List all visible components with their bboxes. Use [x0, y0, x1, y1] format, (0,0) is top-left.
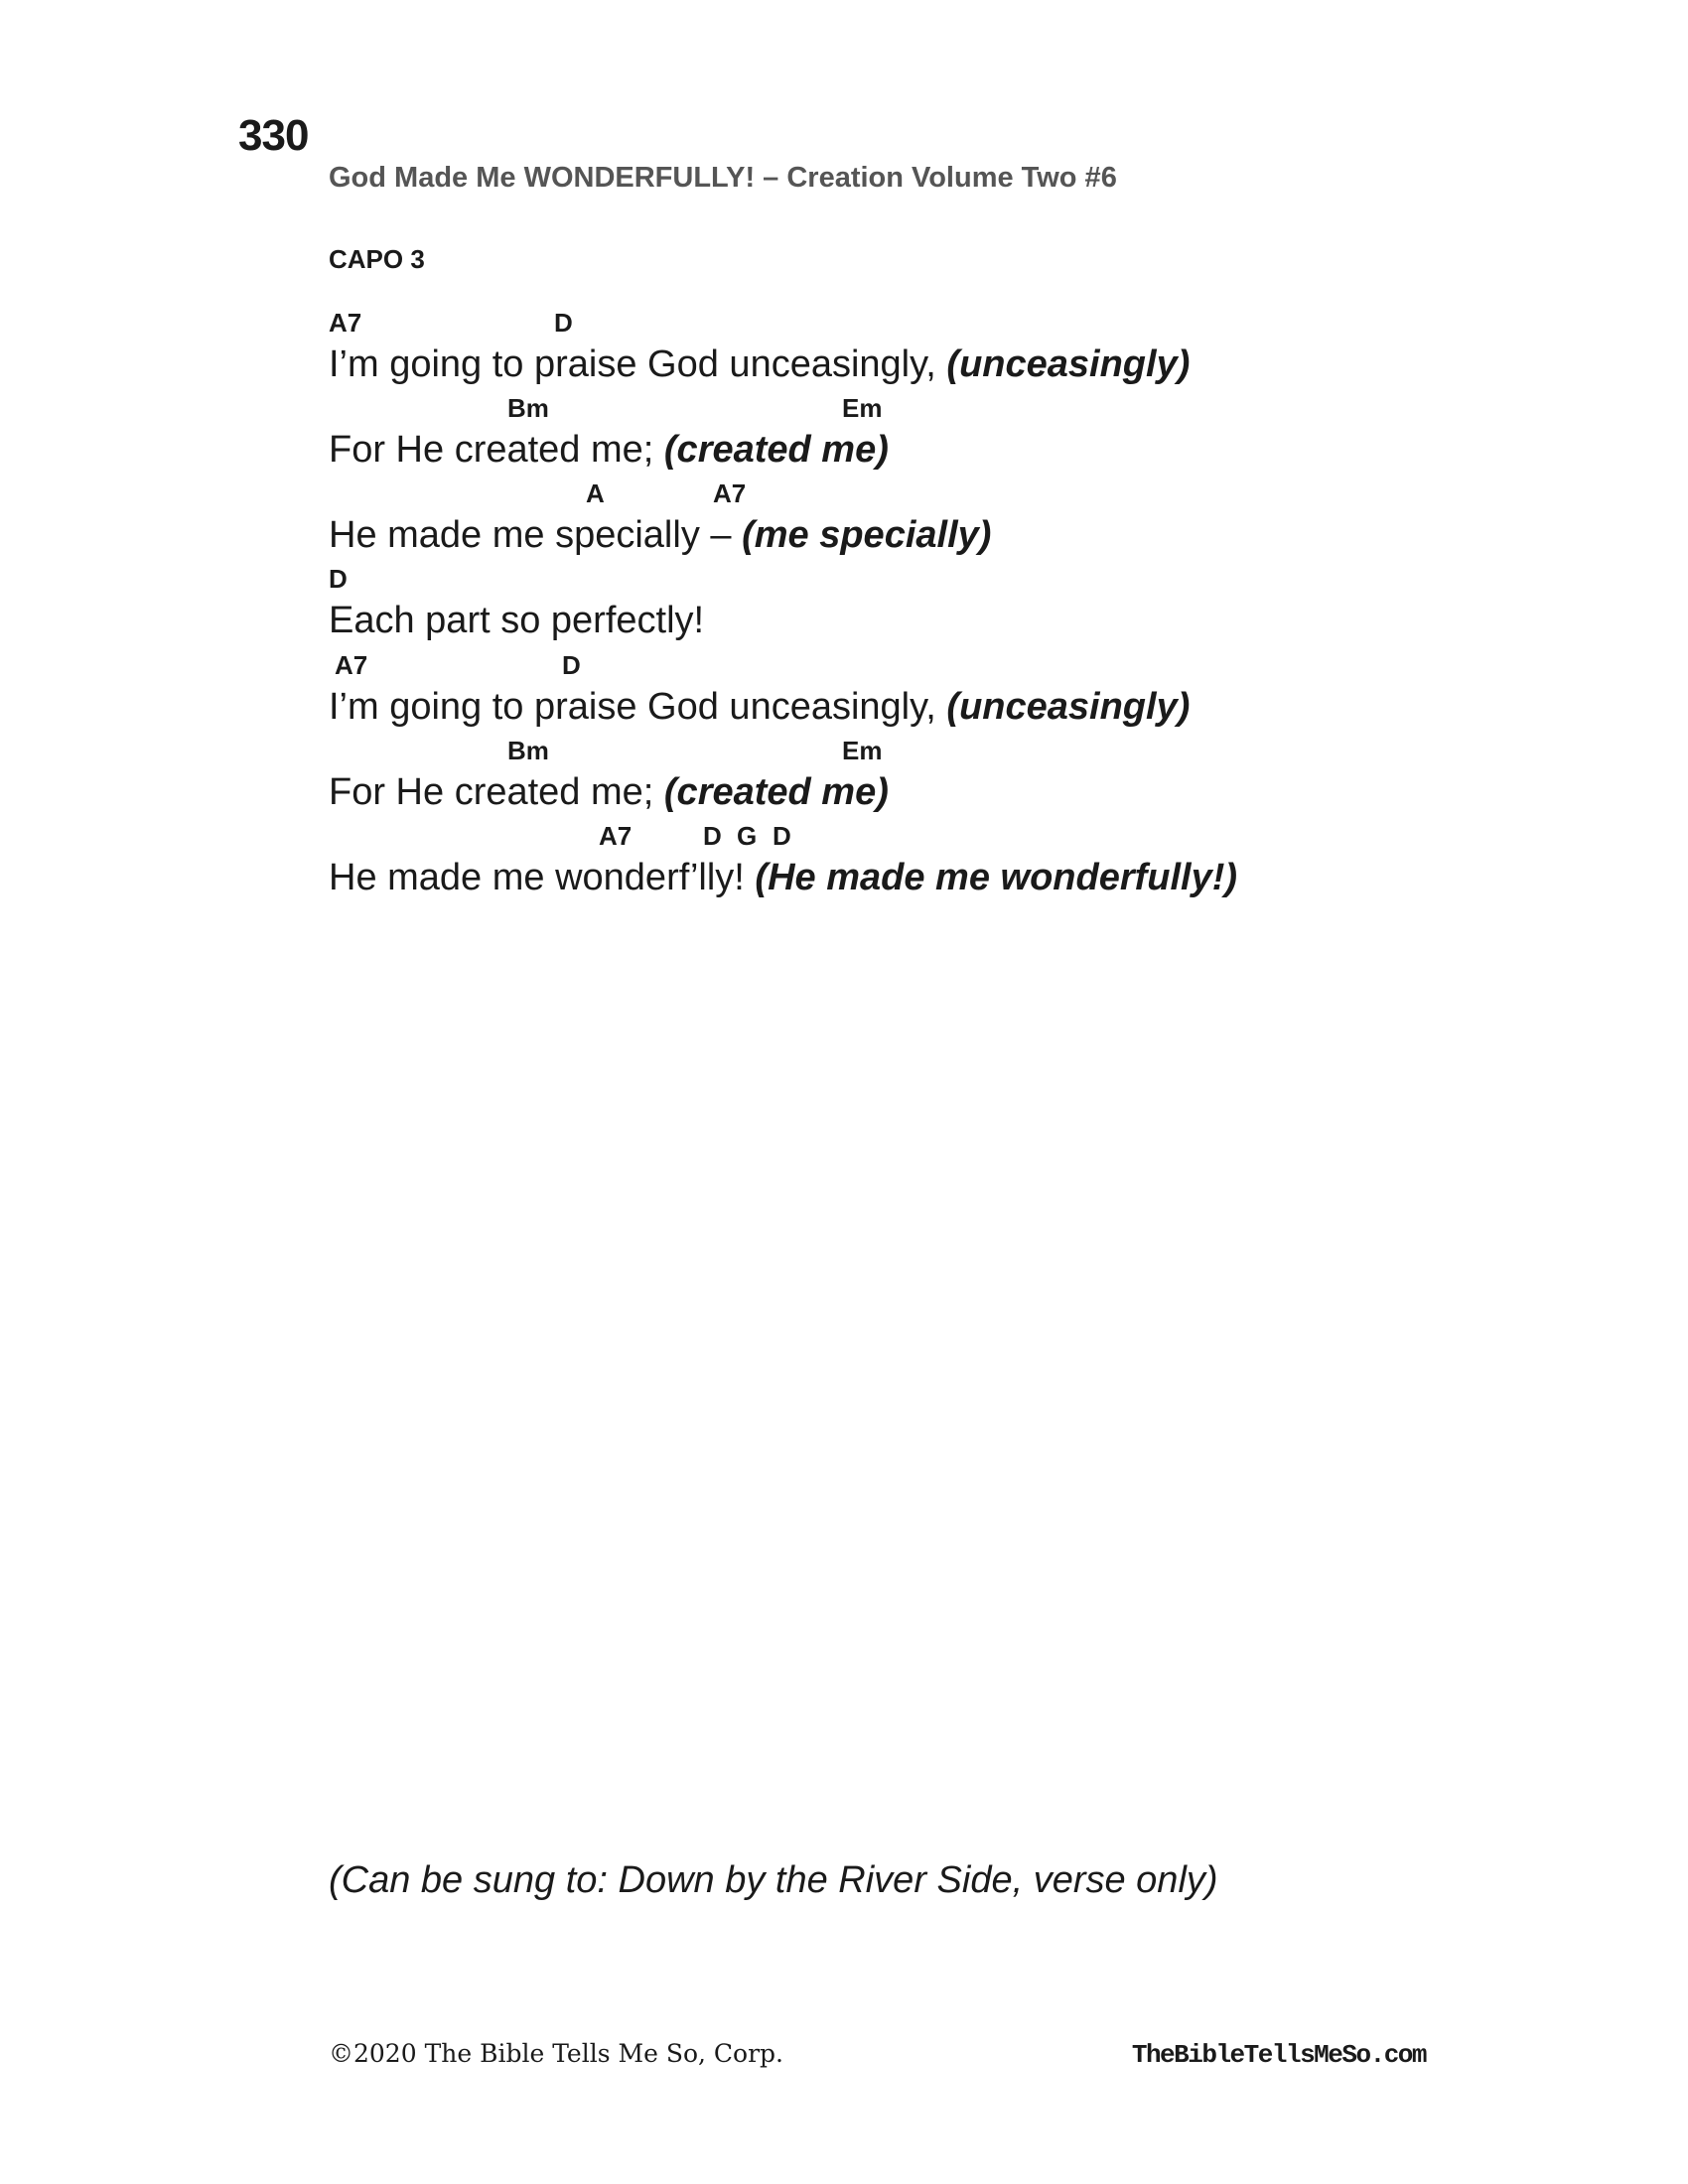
echo-text: (created me) [663, 429, 889, 471]
lyric-text: For He created me; [329, 771, 664, 813]
echo-text: (He made me wonderfully!) [755, 857, 1238, 898]
chord: D [562, 650, 581, 680]
website-link[interactable]: TheBibleTellsMeSo.com [1131, 2040, 1426, 2070]
echo-text: (me specially) [742, 514, 992, 556]
lyric-line [329, 598, 704, 643]
lyric-text: He made me wonderf’lly! [329, 857, 756, 898]
echo-text: (unceasingly) [946, 686, 1191, 728]
chord: Bm [507, 736, 549, 765]
chord: D [554, 308, 573, 338]
lyric-text: For He created me; [329, 429, 664, 471]
chord: D [703, 821, 722, 851]
chord: A7 [713, 478, 747, 508]
lyric-text: Each part so perfectly! [329, 600, 705, 641]
echo-text: (unceasingly) [946, 343, 1191, 385]
lyric-line [329, 769, 889, 815]
tune-note: (Can be sung to: Down by the River Side, verse only) [329, 1859, 1218, 1901]
chord: A7 [329, 308, 362, 338]
song-title: God Made Me WONDERFULLY! – Creation Volume Two #6 [329, 162, 1117, 194]
chord: Bm [507, 393, 549, 423]
chord: Em [842, 736, 883, 765]
chord: D [773, 821, 791, 851]
chord: D [329, 564, 348, 594]
chord: A [586, 478, 605, 508]
chord: A7 [599, 821, 633, 851]
lyric-line [329, 427, 889, 473]
copyright: ©2020 The Bible Tells Me So, Corp. [329, 2039, 783, 2068]
lyric-text: I’m going to praise God unceasingly, [329, 343, 947, 385]
lyric-line [329, 684, 1190, 730]
lyric-line [329, 341, 1190, 387]
lyric-line [329, 855, 1237, 900]
chord: A7 [335, 650, 368, 680]
echo-text: (created me) [663, 771, 889, 813]
lyric-line [329, 512, 991, 558]
lyric-text: I’m going to praise God unceasingly, [329, 686, 947, 728]
lyric-text: He made me specially – [329, 514, 743, 556]
chord: Em [842, 393, 883, 423]
page-number: 330 [238, 111, 309, 160]
chord: G [737, 821, 758, 851]
capo-label: CAPO 3 [329, 244, 425, 274]
